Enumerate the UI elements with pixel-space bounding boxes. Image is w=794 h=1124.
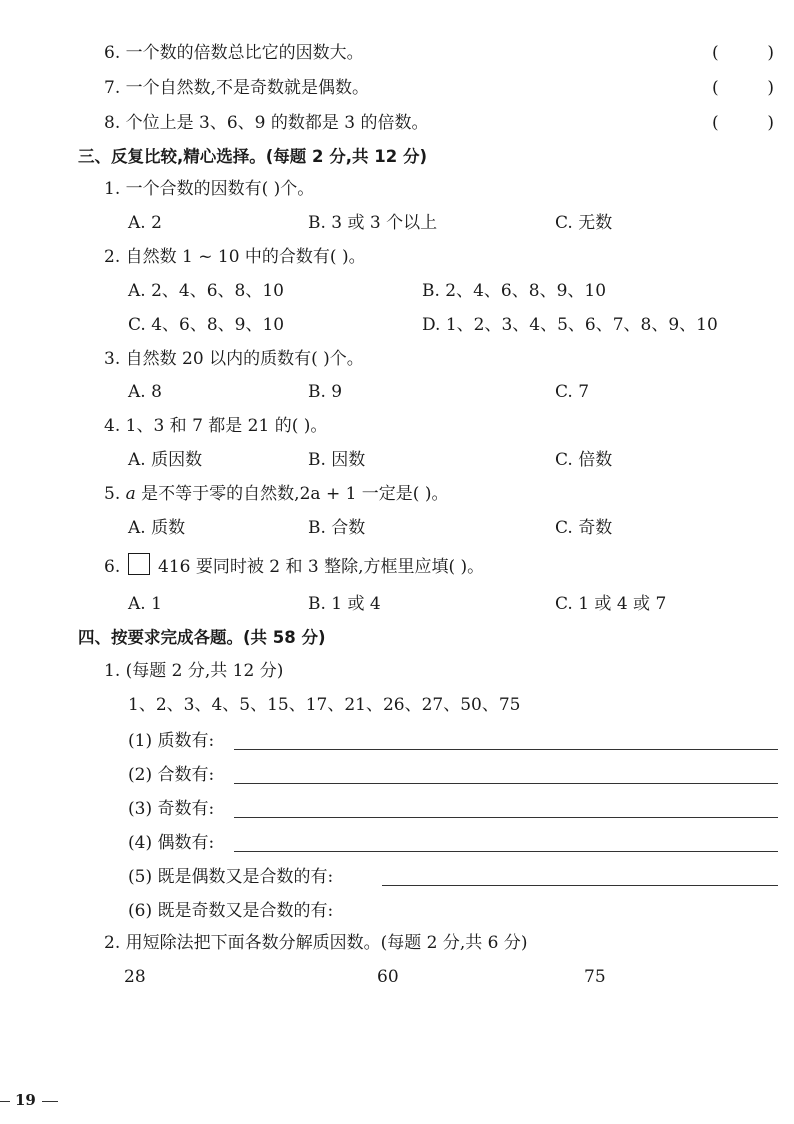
stem-text: 是不等于零的自然数,2a + 1 一定是( )。 [135,484,449,504]
page-number-dash-left [0,1101,10,1102]
number-list: 1、2、3、4、5、15、17、21、26、27、50、75 [128,695,521,715]
choice-q3-option-a[interactable]: A. 8 [128,382,162,402]
section4-heading: 四、按要求完成各题。(共 58 分) [78,628,326,647]
item-even-label: (4) 偶数有: [128,833,215,853]
factor-number-60: 60 [377,967,399,987]
blank-box[interactable] [128,553,150,575]
choice-q3-option-b[interactable]: B. 9 [308,382,343,402]
paren-open: ( [712,113,719,133]
choice-q5-stem [104,483,448,505]
paren-open: ( [712,78,719,98]
choice-q4-option-a[interactable]: A. 质因数 [128,450,203,470]
factor-number-75: 75 [584,967,606,987]
item-even-composite-label: (5) 既是偶数又是合数的有: [128,867,334,887]
judgment-6: 6. 一个数的倍数总比它的因数大。 [104,43,364,63]
choice-q5-option-c[interactable]: C. 奇数 [555,518,613,538]
choice-q1-option-b[interactable]: B. 3 或 3 个以上 [308,213,438,233]
answer-line-composite[interactable] [234,783,778,784]
choice-q1-option-c[interactable]: C. 无数 [555,213,613,233]
judgment-7: 7. 一个自然数,不是奇数就是偶数。 [104,78,370,98]
choice-q6-option-b[interactable]: B. 1 或 4 [308,594,381,614]
section3-heading: 三、反复比较,精心选择。(每题 2 分,共 12 分) [78,147,428,166]
question-number: 5. [104,484,121,504]
choice-q4-option-c[interactable]: C. 倍数 [555,450,613,470]
task2-stem: 2. 用短除法把下面各数分解质因数。(每题 2 分,共 6 分) [104,933,528,953]
item-prime-label: (1) 质数有: [128,731,215,751]
variable-a: a [125,484,136,504]
choice-q3-option-c[interactable]: C. 7 [555,382,590,402]
answer-line-even-composite[interactable] [382,885,778,886]
choice-q6-option-c[interactable]: C. 1 或 4 或 7 [555,594,667,614]
choice-q4-option-b[interactable]: B. 因数 [308,450,366,470]
paren-close: ) [767,43,774,63]
choice-q2-option-a[interactable]: A. 2、4、6、8、10 [128,281,284,301]
answer-line-odd[interactable] [234,817,778,818]
factor-number-28: 28 [124,967,146,987]
choice-q2-option-d[interactable]: D. 1、2、3、4、5、6、7、8、9、10 [422,315,718,335]
choice-q2-option-c[interactable]: C. 4、6、8、9、10 [128,315,285,335]
task1-stem: 1. (每题 2 分,共 12 分) [104,661,284,681]
choice-q2-stem: 2. 自然数 1 ~ 10 中的合数有( )。 [104,247,366,267]
page-number-dash-right [42,1101,58,1102]
choice-q5-option-a[interactable]: A. 质数 [128,518,186,538]
judgment-8: 8. 个位上是 3、6、9 的数都是 3 的倍数。 [104,113,429,133]
paren-close: ) [767,113,774,133]
choice-q6-option-a[interactable]: A. 1 [128,594,162,614]
choice-q1-option-a[interactable]: A. 2 [128,213,162,233]
answer-line-prime[interactable] [234,749,778,750]
paren-close: ) [767,78,774,98]
choice-q2-option-b[interactable]: B. 2、4、6、8、9、10 [422,281,607,301]
choice-q6-number: 6. [104,557,121,577]
paren-open: ( [712,43,719,63]
item-odd-composite-label: (6) 既是奇数又是合数的有: [128,901,334,921]
page-number: 19 [15,1091,36,1109]
choice-q1-stem: 1. 一个合数的因数有( )个。 [104,179,315,199]
item-composite-label: (2) 合数有: [128,765,215,785]
item-odd-label: (3) 奇数有: [128,799,215,819]
answer-line-even[interactable] [234,851,778,852]
choice-q6-stem: 416 要同时被 2 和 3 整除,方框里应填( )。 [158,557,485,577]
choice-q3-stem: 3. 自然数 20 以内的质数有( )个。 [104,349,364,369]
choice-q5-option-b[interactable]: B. 合数 [308,518,366,538]
choice-q4-stem: 4. 1、3 和 7 都是 21 的( )。 [104,416,328,436]
